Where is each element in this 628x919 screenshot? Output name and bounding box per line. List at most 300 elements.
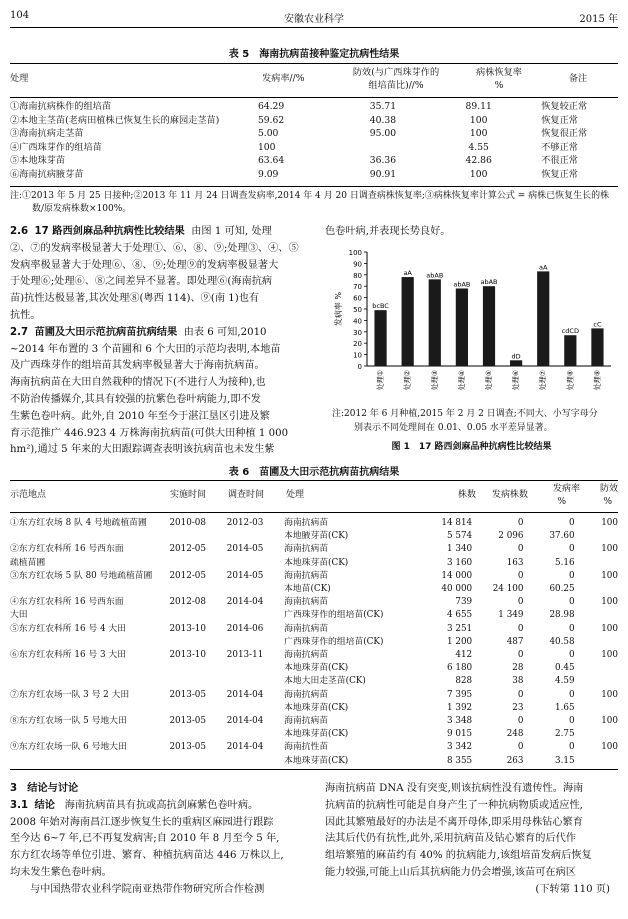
page-header xyxy=(10,10,618,24)
t5-treatment: ①海南抗病株作的组培苗 xyxy=(10,101,112,112)
t5-recovery: 100 xyxy=(469,114,488,126)
s31-line-3: 东方红农场等单位引进、繁育、种植抗病苗达 446 万株以上, xyxy=(10,850,284,862)
t6-site: ⑦东方红农场一队 3 号 2 大田 xyxy=(10,689,130,700)
t6-efficacy: 100 xyxy=(601,544,618,555)
x-category-label: 处理② xyxy=(403,370,412,391)
y-tick-label: 90 xyxy=(353,260,362,269)
section-3-1-number: 3.1 xyxy=(10,799,29,811)
t5-remark: 恢复很正常 xyxy=(541,128,588,140)
t6-count: 40 000 xyxy=(441,584,473,595)
bar xyxy=(402,277,414,366)
t6-treatment: 海南抗病苗 xyxy=(284,544,329,555)
t6-implement-time: 2010-08 xyxy=(169,518,206,528)
figure1-caption: 图 1 17 路西剑麻品种抗病性比较结果 xyxy=(391,442,552,452)
t6-efficacy xyxy=(581,583,618,596)
t6-survey-time: 2013-11 xyxy=(226,650,264,661)
t6-site: ⑨东方红农场一队 6 号地大田 xyxy=(10,742,127,753)
t6-rate: 5.16 xyxy=(555,557,575,568)
t6-diseased: 2 096 xyxy=(498,531,524,542)
t6-site: ③东方红农场 5 队 80 号地疏植苗圃 xyxy=(10,570,153,581)
t6-site: ②东方红农科所 16 号西东面 xyxy=(10,544,124,555)
t5-control: 35.71 xyxy=(369,101,397,112)
s26-line-4: 苗)抗性达极显著,其次处理⑧(粤西 114)、⑨(南 1)也有 xyxy=(10,293,260,305)
t6-count: 1 200 xyxy=(446,636,473,647)
t6-header-diseased: 发病株数 xyxy=(491,490,528,500)
t6-treatment: 本地腋芽苗(CK) xyxy=(284,531,349,542)
t6-count: 5 574 xyxy=(446,531,473,542)
x-category-label: 处理⑥ xyxy=(512,370,521,391)
t6-header-rate-line2: % xyxy=(557,497,566,507)
table6-row xyxy=(10,557,618,570)
t5-header-incidence: 发病率//% xyxy=(262,73,305,84)
s26-line-5: 抗性。 xyxy=(10,309,41,321)
t6-rate: 0 xyxy=(569,518,575,528)
t6-site: ⑧东方红农场一队 5 号地大田 xyxy=(10,716,127,727)
x-category-label: 处理④ xyxy=(457,370,466,391)
section-3-1-heading xyxy=(10,798,308,815)
t5-recovery: 100 xyxy=(469,128,488,140)
table5-header xyxy=(10,66,618,92)
x-category-label: 处理⑧ xyxy=(566,370,575,391)
t6-treatment: 本地珠芽苗(CK) xyxy=(284,557,349,568)
t6-survey-time: 2012-03 xyxy=(226,518,264,528)
bar xyxy=(564,335,576,366)
t6-efficacy xyxy=(581,728,618,741)
t6-site: 疏植苗圃 xyxy=(10,557,46,568)
table6-header-rule xyxy=(10,512,618,513)
t6-efficacy xyxy=(581,702,618,715)
bar xyxy=(591,328,603,366)
s31-line-5: 与中国热带农业科学院南亚热带作物研究所合作检测 xyxy=(30,883,265,895)
t6-implement-time xyxy=(169,583,226,596)
table6-row xyxy=(10,689,618,702)
t5-control: 36.36 xyxy=(369,155,397,167)
table6-header xyxy=(10,483,618,509)
table6-row xyxy=(10,570,618,583)
bar xyxy=(483,286,495,366)
t6-efficacy xyxy=(581,530,618,543)
t6-implement-time xyxy=(169,557,226,570)
t5-remark: 恢复正常 xyxy=(541,114,578,126)
t6-rate: 40.58 xyxy=(549,636,575,647)
t6-survey-time: 2014-05 xyxy=(226,570,264,581)
t5-incidence: 59.62 xyxy=(257,114,285,126)
t5-control: 95.00 xyxy=(369,128,397,140)
t6-rate: 0 xyxy=(569,650,575,661)
t6-site xyxy=(10,583,169,596)
t6-rate: 0 xyxy=(569,716,575,727)
table6-row xyxy=(10,623,618,636)
bar-label: abAB xyxy=(453,280,471,289)
t6-header-site: 示范地点 xyxy=(10,490,47,500)
t5-header-control xyxy=(332,66,460,92)
publication-year: 2015 年 xyxy=(579,14,618,25)
table5-header-rule xyxy=(10,97,618,98)
t6-site: ⑥东方红农科所 16 号 3 大田 xyxy=(10,650,126,661)
t6-efficacy: 100 xyxy=(601,518,618,528)
t6-treatment: 海南抗病苗 xyxy=(284,570,329,581)
t6-count: 6 180 xyxy=(446,663,473,674)
t6-site: ⑤东方红农科所 16 号 4 大田 xyxy=(10,623,126,634)
t5-control: 90.91 xyxy=(369,168,397,180)
table6-row xyxy=(10,583,618,596)
t6-efficacy xyxy=(581,755,618,768)
t6-implement-time xyxy=(169,755,226,768)
y-tick-label: 40 xyxy=(353,317,362,326)
t6-site xyxy=(10,530,169,543)
t6-site: ④东方红农科所 16 号西东面 xyxy=(10,597,124,608)
t5-remark: 不很正常 xyxy=(541,155,578,167)
section-2-7-title: 苗圃及大田示范抗病苗抗病结果 xyxy=(34,326,178,338)
table6-row xyxy=(10,596,618,609)
table6-row xyxy=(10,517,618,530)
t6-treatment: 本地苗(CK) xyxy=(284,584,331,595)
y-tick-label: 80 xyxy=(353,271,362,280)
table5-note xyxy=(10,190,618,216)
s27-line-6: 育示范推广 446.923 4 万株海南抗病苗(可供大田种植 1 000 xyxy=(10,427,289,439)
table5-row xyxy=(10,114,618,128)
page-number: 104 xyxy=(10,10,30,21)
table5-row xyxy=(10,168,618,182)
table5-row xyxy=(10,100,618,114)
t6-diseased: 248 xyxy=(506,729,524,740)
t5-treatment: ⑤本地珠芽苗 xyxy=(10,155,66,167)
t5-incidence: 64.29 xyxy=(257,101,285,112)
t5-control xyxy=(324,141,442,155)
x-category-label: 处理⑤ xyxy=(485,370,493,391)
t6-diseased: 0 xyxy=(517,716,524,727)
y-tick-label: 30 xyxy=(353,328,362,337)
t5-header-control-line1: 防效(与广西珠芽作的 xyxy=(352,67,440,78)
t6-implement-time xyxy=(169,609,226,622)
s27-line-7: hm²),通过 5 年来的大田跟踪调查表明该抗病苗也未发生紫 xyxy=(10,444,275,456)
table6-body xyxy=(10,517,618,768)
t6-rate: 0 xyxy=(569,623,575,634)
t6-treatment: 海南抗病苗 xyxy=(284,518,329,528)
s27-line-3: 海南抗病苗在大田自然栽种的情况下(不进行人为接种),也 xyxy=(10,377,266,389)
y-tick-label: 60 xyxy=(353,294,362,303)
t6-diseased: 163 xyxy=(506,557,524,568)
t6-count: 828 xyxy=(455,676,473,687)
y-axis-label: 发病率 % xyxy=(334,291,343,327)
t6-treatment: 广西珠芽作的组培苗(CK) xyxy=(284,636,384,647)
t6-diseased: 1 349 xyxy=(498,610,524,621)
s27-line-5: 生紫色卷叶病。此外,自 2010 年至今于湛江垦区引进及繁 xyxy=(10,410,270,422)
bar-label: cdCD xyxy=(561,327,579,336)
t6-count: 14 814 xyxy=(441,518,473,528)
t6-header-efficacy xyxy=(580,483,618,509)
t6-count: 3 348 xyxy=(446,716,473,727)
y-tick-label: 50 xyxy=(353,306,362,314)
t6-count: 7 395 xyxy=(446,689,473,700)
t6-implement-time xyxy=(169,675,226,688)
t6-implement-time: 2012-08 xyxy=(169,597,206,608)
x-category-label: 处理③ xyxy=(430,370,439,391)
t6-survey-time: 2014-05 xyxy=(226,544,264,555)
figure1-bar-chart xyxy=(325,244,618,404)
journal-name: 安徽农业科学 xyxy=(284,14,344,25)
t6-implement-time: 2012-05 xyxy=(169,544,206,555)
bar xyxy=(374,310,386,366)
table6-row xyxy=(10,755,618,768)
t6-site: 大田 xyxy=(10,610,28,621)
t6-rate: 0.45 xyxy=(555,663,575,674)
s27-line-4: 不防治传播媒介,其具有较强的抗紫色卷叶病能力,即不发 xyxy=(10,393,261,405)
t6-implement-time xyxy=(169,702,226,715)
t6-count: 8 355 xyxy=(446,755,473,766)
x-category-label: 处理⑦ xyxy=(539,370,548,391)
bar xyxy=(456,288,468,366)
t6-header-efficacy-line2: % xyxy=(603,497,612,507)
y-tick-label: 10 xyxy=(353,351,362,360)
t6-survey-time: 2014-04 xyxy=(226,742,264,753)
t6-header-rate xyxy=(528,483,580,509)
table5-row xyxy=(10,141,618,155)
t6-header-implement: 实施时间 xyxy=(170,490,207,500)
t6-treatment: 本地珠芽苗(CK) xyxy=(284,755,349,766)
table6-top-rule xyxy=(10,480,618,481)
s31-line-1: 2008 年始对海南昌江逐步恢复生长的重病区麻园进行跟踪 xyxy=(10,816,274,828)
t5-header-recovery-line2: % xyxy=(494,80,504,91)
s3r-line-1: 抗病苗的抗病性可能是自身产生了一种抗病物质或适应性, xyxy=(325,799,583,811)
table5-body xyxy=(10,100,618,182)
t6-survey-time xyxy=(227,675,284,688)
bar-label: cC xyxy=(593,320,602,329)
t6-site xyxy=(10,675,169,688)
t6-rate: 0 xyxy=(569,597,575,608)
y-tick-label: 0 xyxy=(357,363,362,371)
t6-implement-time: 2013-05 xyxy=(169,742,206,753)
t5-incidence: 5.00 xyxy=(257,128,279,140)
t5-recovery: 89.11 xyxy=(465,101,492,112)
t6-survey-time xyxy=(227,583,284,596)
table6-row xyxy=(10,662,618,675)
bar xyxy=(429,279,441,366)
t6-survey-time: 2014-06 xyxy=(226,623,264,634)
t6-survey-time xyxy=(227,557,284,570)
t6-efficacy: 100 xyxy=(601,623,618,634)
t6-survey-time xyxy=(227,609,284,622)
s27-line-2: 及广西珠芽作的组培苗其发病率极显著大于海南抗病苗。 xyxy=(10,360,265,372)
t6-count: 3 342 xyxy=(446,742,473,753)
section3-right xyxy=(325,781,618,899)
t6-rate: 3.15 xyxy=(555,755,575,766)
t6-implement-time: 2012-05 xyxy=(169,570,206,581)
t5-incidence: 100 xyxy=(257,141,276,153)
t6-diseased: 263 xyxy=(506,755,524,766)
t6-rate: 37.60 xyxy=(549,531,575,542)
t6-site xyxy=(10,662,169,675)
t6-survey-time: 2014-04 xyxy=(226,689,264,700)
t6-rate: 0 xyxy=(569,742,575,753)
s3r-line-2: 因此其繁殖最好的办法是不离开母体,即采用母株钻心繁育 xyxy=(325,816,583,828)
t6-header-rate-line1: 发病率 xyxy=(552,484,580,494)
table6-row xyxy=(10,715,618,728)
t5-remark: 不够正常 xyxy=(541,141,578,153)
t6-survey-time xyxy=(227,728,284,741)
s26-line-3: 于处理⑥;处理⑥、⑧之间差异不显著。即处理⑥(海南抗病 xyxy=(10,276,273,288)
t6-implement-time: 2013-10 xyxy=(169,650,206,661)
t6-count: 412 xyxy=(455,650,473,661)
t6-site: ①东方红农场 8 队 4 号地疏植苗圃 xyxy=(10,518,147,528)
s27-line-1: ~2014 年布置的 3 个苗圃和 6 个大田的示范均表明,本地苗 xyxy=(10,343,281,355)
t6-header-treatment: 处理 xyxy=(286,490,305,500)
t6-implement-time: 2013-05 xyxy=(169,689,206,700)
table6-row xyxy=(10,636,618,649)
t6-survey-time xyxy=(227,755,284,768)
bar-label: abAB xyxy=(480,278,498,287)
y-tick-label: 20 xyxy=(353,340,362,349)
t6-diseased: 23 xyxy=(512,702,524,713)
t5-treatment: ④广西珠芽作的组培苗 xyxy=(10,141,102,153)
t5-recovery: 100 xyxy=(469,168,488,180)
s31-line-0: 海南抗病苗具有抗或高抗剑麻紫色卷叶病。 xyxy=(64,799,259,811)
table6-row xyxy=(10,702,618,715)
t5-recovery: 4.55 xyxy=(468,141,489,153)
t6-treatment: 海南抗病苗 xyxy=(284,623,329,634)
table6-row xyxy=(10,543,618,556)
x-category-label: 处理⑨ xyxy=(593,370,602,391)
table6-bottom-rule xyxy=(10,769,618,770)
t6-rate: 0 xyxy=(569,544,575,555)
header-rule xyxy=(10,27,618,28)
t6-survey-time: 2014-04 xyxy=(226,597,264,608)
chart-bars xyxy=(372,263,603,390)
table6-row xyxy=(10,530,618,543)
s26-line-1: ②、⑦的发病率极显著大于处理①、⑥、⑧、⑨;处理③、④、⑤ xyxy=(10,242,299,254)
t5-header-remark: 备注 xyxy=(568,73,588,84)
t6-site xyxy=(10,702,169,715)
t6-efficacy: 100 xyxy=(601,742,618,753)
t6-rate: 2.75 xyxy=(555,729,575,740)
t5-treatment: ⑥海南抗病腋芽苗 xyxy=(10,168,84,180)
t6-treatment: 本地珠芽苗(CK) xyxy=(284,663,349,674)
table5-caption: 表 5 海南抗病苗接种鉴定抗病性结果 xyxy=(228,49,400,60)
t6-treatment: 海南抗病苗 xyxy=(284,597,329,608)
t6-implement-time: 2013-05 xyxy=(169,716,206,727)
t6-count: 4 655 xyxy=(446,610,473,621)
t5-incidence: 63.64 xyxy=(257,155,285,167)
t6-implement-time: 2013-10 xyxy=(169,623,206,634)
t6-diseased: 0 xyxy=(517,623,524,634)
t5-header-recovery-line1: 病株恢复率 xyxy=(476,67,522,78)
t6-treatment: 海南抗病苗 xyxy=(284,716,329,727)
t6-treatment: 海南抗病苗 xyxy=(284,650,329,661)
right-column-text xyxy=(325,224,618,241)
t6-header-count: 株数 xyxy=(457,490,476,500)
s31-line-2: 至今达 6~7 年,已不再复发病害;自 2010 年 8 月至今 5 年, xyxy=(10,833,280,845)
t6-treatment: 本地大田走茎苗(CK) xyxy=(284,676,366,687)
t6-count: 3 160 xyxy=(446,557,473,568)
bar-label: dD xyxy=(511,352,521,361)
t6-diseased: 28 xyxy=(512,663,524,674)
section-2-6-heading xyxy=(10,224,308,241)
section-2-7-heading xyxy=(10,325,308,342)
t6-treatment: 海南抗病苗 xyxy=(284,689,329,700)
figure1-note-line2: 别表示不同处理间在 0.01、0.05 水平差异显著。 xyxy=(354,423,553,433)
t6-efficacy xyxy=(581,675,618,688)
t5-incidence: 9.09 xyxy=(257,168,279,180)
t6-diseased: 0 xyxy=(517,742,524,753)
t6-efficacy xyxy=(581,557,618,570)
t6-efficacy xyxy=(581,636,618,649)
t6-rate: 0 xyxy=(569,689,575,700)
t6-rate: 28.98 xyxy=(549,610,575,621)
bar xyxy=(537,271,549,366)
section-3-title: 3 结论与讨论 xyxy=(10,783,79,794)
figure1-note-line1: 注:2012 年 6 月种植,2015 年 2 月 2 日调查;不同大、小写字母分 xyxy=(332,409,598,419)
t6-survey-time xyxy=(227,530,284,543)
table5-row xyxy=(10,154,618,168)
s3r-line-3: 法其后代仍有抗性,此外,采用抗病苗及钻心繁育的后代作 xyxy=(325,833,576,845)
x-category-label: 处理① xyxy=(376,370,385,391)
table6-row xyxy=(10,675,618,688)
t6-rate: 0 xyxy=(569,570,575,581)
s26-line-2: 发病率极显著大于处理⑥、⑧、⑨;处理⑨的发病率极显著大 xyxy=(10,259,279,271)
t6-treatment: 海南抗性苗 xyxy=(284,742,329,753)
bar xyxy=(510,360,522,366)
right-line-1: 色卷叶病,并表现长势良好。 xyxy=(325,226,451,237)
t6-rate: 4.59 xyxy=(555,676,575,687)
t6-efficacy xyxy=(581,662,618,675)
t6-count: 1 392 xyxy=(446,702,473,713)
table6-caption: 表 6 苗圃及大田示范抗病苗抗病结果 xyxy=(228,467,400,478)
t6-survey-time xyxy=(227,702,284,715)
section-2-7-number: 2.7 xyxy=(10,326,29,338)
t6-survey-time xyxy=(227,636,284,649)
s26-line-0: 由图 1 可知, 处理 xyxy=(191,226,272,237)
t5-header-treatment: 处理 xyxy=(10,73,29,84)
t5-treatment: ③海南抗病走茎苗 xyxy=(10,128,84,140)
bar-label: bcBC xyxy=(372,302,389,311)
t6-header-survey: 调查时间 xyxy=(228,490,265,500)
t6-rate: 60.25 xyxy=(549,584,575,595)
section-2-6-number: 2.6 xyxy=(10,226,29,237)
t5-control: 40.38 xyxy=(369,114,397,126)
t6-implement-time xyxy=(169,530,226,543)
figure1-note xyxy=(332,407,618,435)
t6-site xyxy=(10,755,169,768)
t6-efficacy: 100 xyxy=(601,650,618,661)
t6-diseased: 0 xyxy=(517,570,524,581)
t6-count: 1 340 xyxy=(446,544,473,555)
table5-top-rule xyxy=(10,63,618,64)
t5-header-control-line2: 组培苗比)//% xyxy=(368,80,424,91)
t6-count: 9 015 xyxy=(446,729,473,740)
t6-implement-time xyxy=(169,636,226,649)
t6-diseased: 487 xyxy=(506,636,524,647)
t6-diseased: 0 xyxy=(517,650,524,661)
t6-treatment: 广西珠芽作的组培苗(CK) xyxy=(284,610,384,621)
section-3-1-title: 结论 xyxy=(34,799,55,811)
t6-site xyxy=(10,636,169,649)
t6-diseased: 0 xyxy=(517,689,524,700)
t6-count: 3 251 xyxy=(446,623,473,634)
t6-efficacy: 100 xyxy=(601,597,618,608)
t6-header-efficacy-line1: 防效 xyxy=(599,484,618,494)
t6-survey-time: 2014-04 xyxy=(226,716,264,727)
bar-label: aA xyxy=(403,269,412,278)
table6-row xyxy=(10,649,618,662)
t6-treatment: 本地珠芽苗(CK) xyxy=(284,729,349,740)
section3-left xyxy=(10,781,308,899)
s3r-line-0: 海南抗病苗 DNA 没有突变,则该抗病性没有遗传性。海南 xyxy=(325,783,584,794)
bar-label: aA xyxy=(539,263,548,272)
t5-treatment: ②本地主茎苗(老病田植株已恢复生长的麻园走茎苗) xyxy=(10,114,220,126)
t6-treatment: 本地珠芽苗(CK) xyxy=(284,702,349,713)
t6-diseased: 24 100 xyxy=(492,584,524,595)
t6-rate: 1.65 xyxy=(555,702,575,713)
